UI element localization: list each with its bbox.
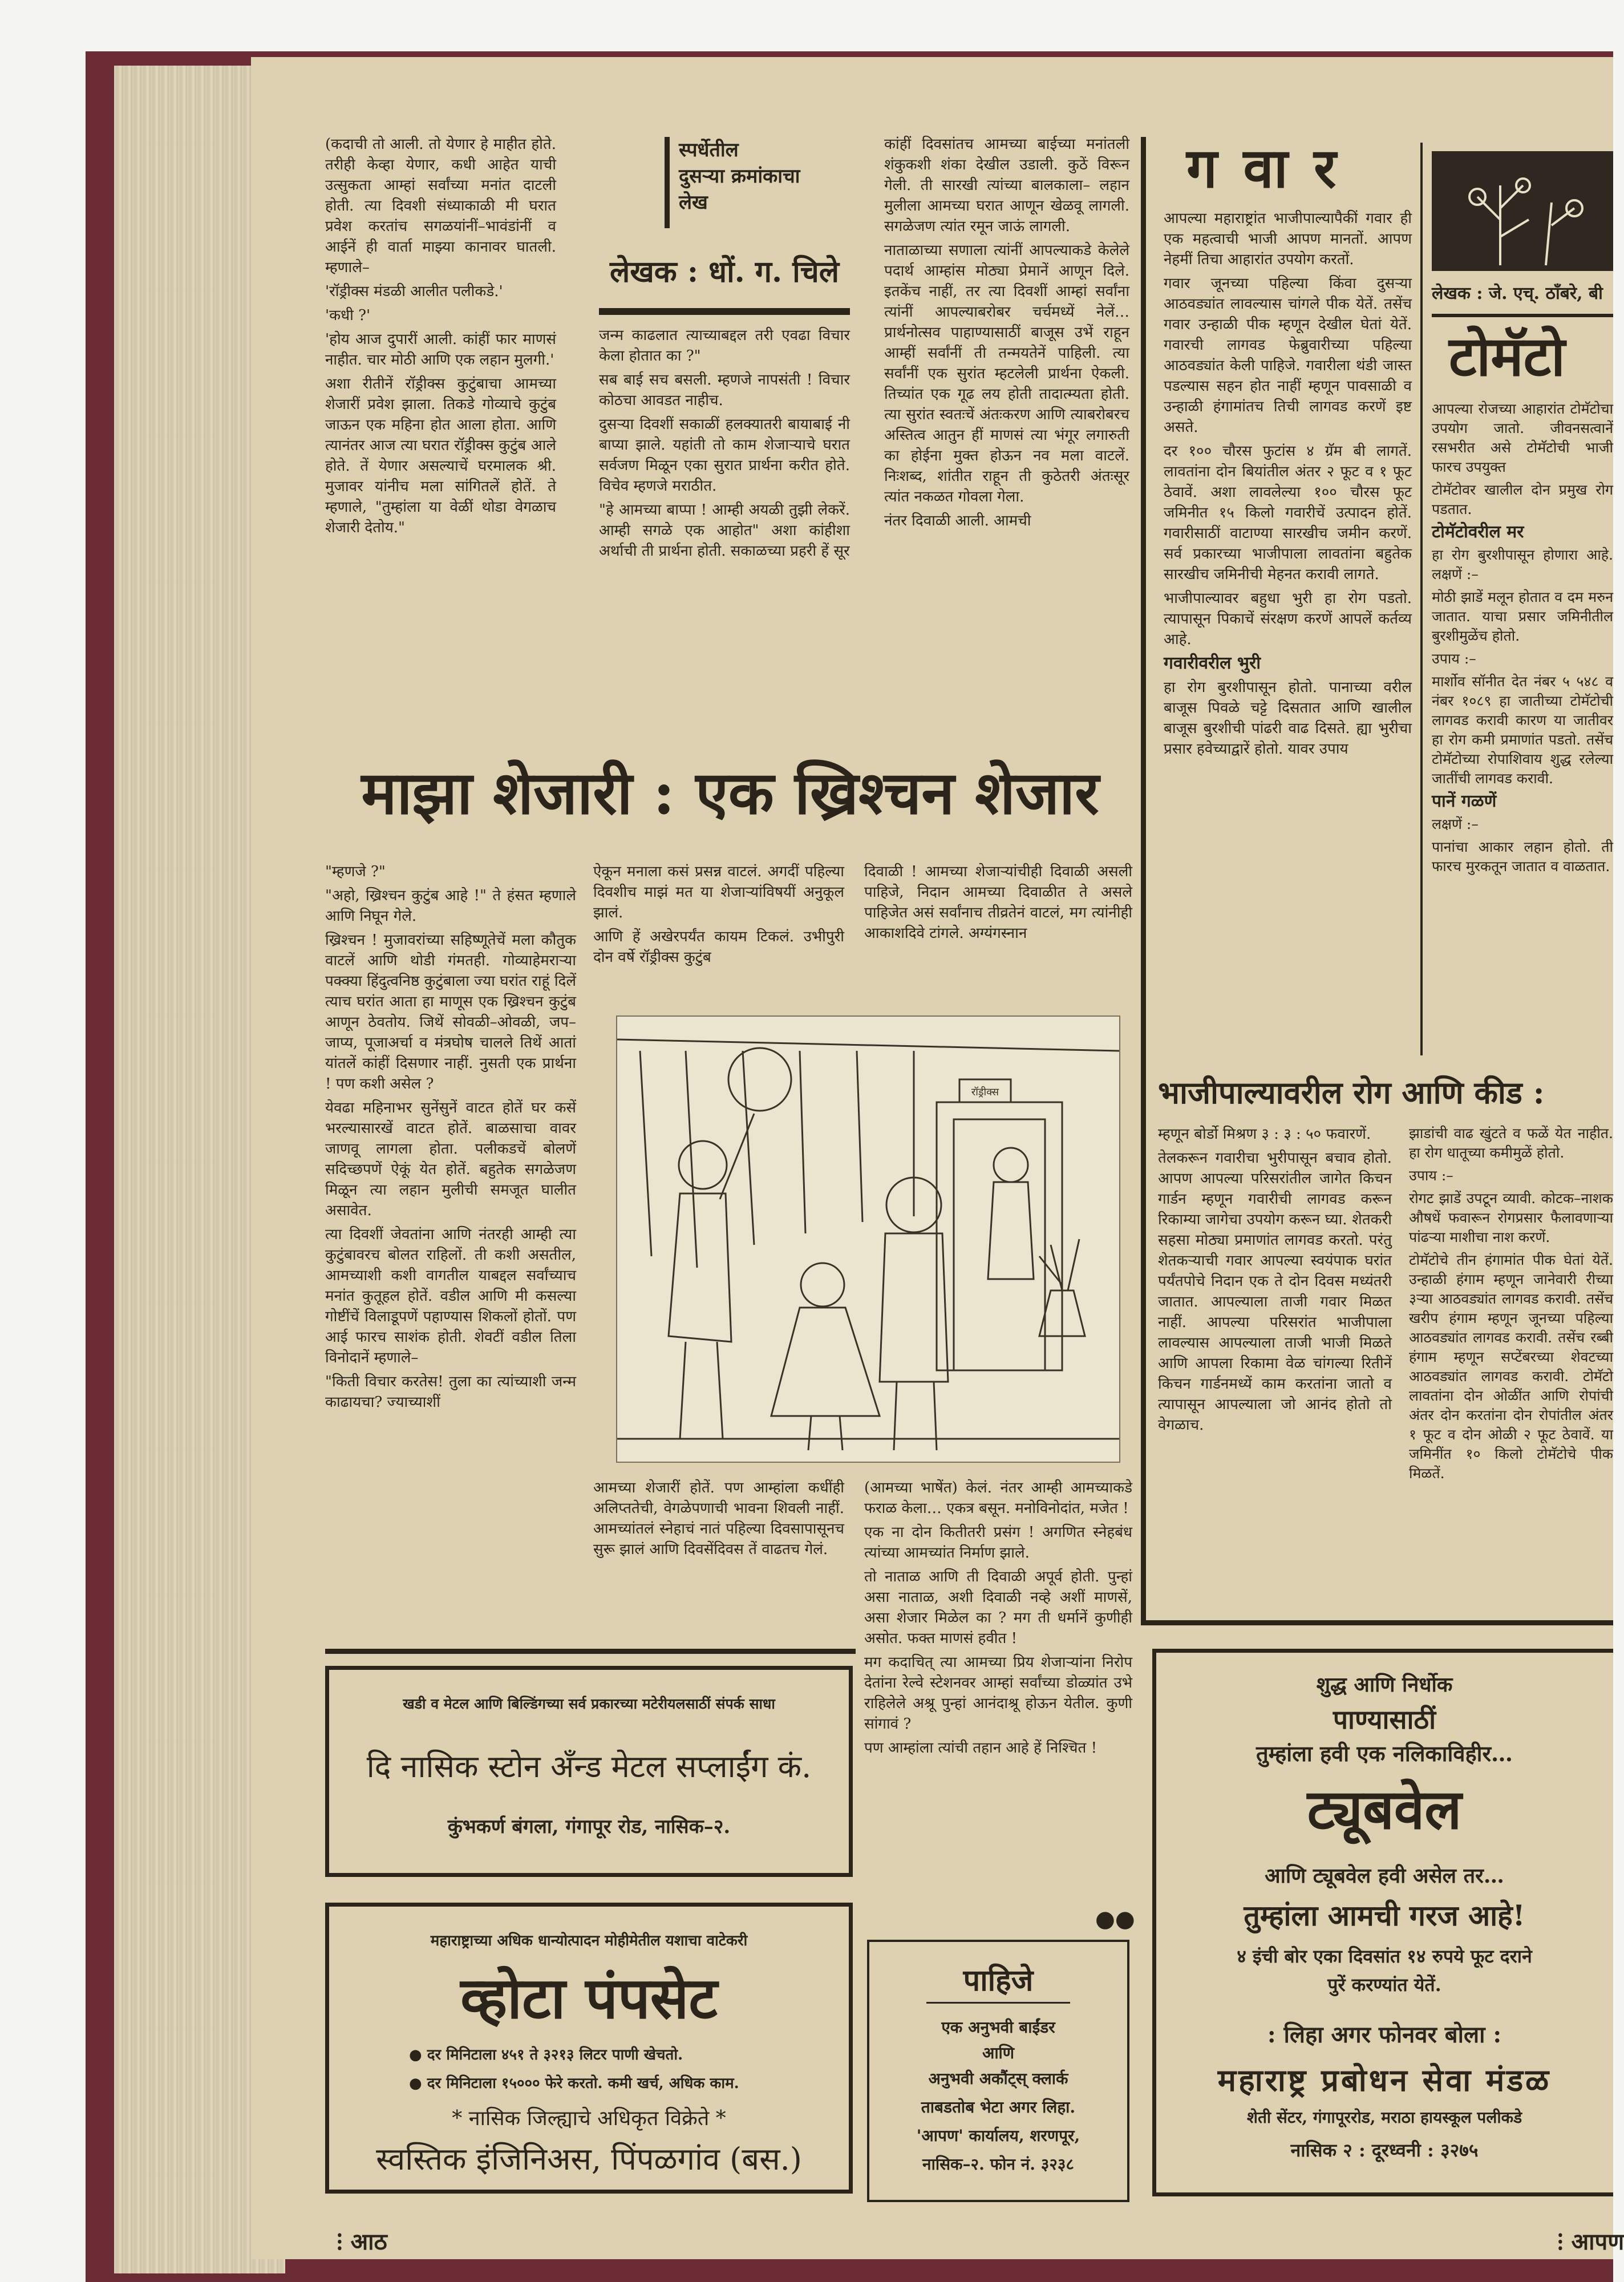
paragraph: आणि हें अखेरपर्यंत कायम टिकलं. उभीपुरी दोन वर्षे रॉड्रीक्स कुटुंब [593, 928, 844, 966]
tomato-column [1432, 399, 1613, 1067]
paragraph: 'रॉड्रीक्स मंडळी आलीत पलीकडे.' [325, 283, 503, 300]
ad-address: कुंभकर्ण बंगला, गंगापूर रोड, नासिक–२. [447, 1815, 731, 1838]
ad-phone: नासिक २ : दूरध्वनी : ३२७५ [1290, 2139, 1479, 2161]
ad-line: आणि [982, 2044, 1015, 2062]
paragraph: (आमच्या भाषेंत) केलं. नंतर आम्ही आमच्याकडे फराळ केला… एकत्र बसून. मनोविनोदांत, मजेत ! [864, 1479, 1132, 1517]
story-column-2-bottom [593, 1478, 844, 1626]
paragraph: कांहीं दिवसांतच आमच्या बाईच्या मनांतली शंकुकशी शंका देखील उडाली. कुठें विरून गेली. ती सारखी त्यांच्या बालकाला– लहान मुलीला आमच्या घरात आणून खेळवू लागली. सगळेजण त्यांत रमून जाऊं लागली. [884, 136, 1129, 235]
paragraph: तेलकरून गवारीचा भुरीपासून बचाव होतो. आपण आपल्या परिसरांतील जागेत किचन गार्डन म्हणून गवारीची लागवड करून रिकाम्या जागेचा उपयोग करून घ्या. शेतकरी सहसा मोठ्या प्रमाणांत लागवड करतो. परंतु शेतकऱ्याची गवार आपल्या स्वयंपाक घरांत पर्यंतपोचे निदान एक ते दोन दिवस मध्यंतरी जातात. आपल्याला ताजी गवार मिळत नाहीं. आपल्या परिसरांत भाजीपाला लावल्यास आपल्याला ताजी भाजी मिळते आणि आपला रिकामा वेळ चांगल्या रितीनें किचन गार्डनमध्यें काम करतांना जातो व त्यापासून आपल्याला जो आनंद होतो तो वेगळाच. [1158, 1150, 1392, 1434]
ad-bullet: ● दर मिनिटाला ४५१ ते ३२१३ लिटर पाणी खेचतो. [409, 2046, 683, 2063]
contest-tag-line: दुसऱ्या क्रमांकाचा [679, 165, 800, 188]
paragraph: जन्म काढलात त्याच्याबद्दल तरी एवढा विचार केला होतात का ?" [599, 327, 850, 365]
contest-tag-line: लेख [679, 191, 708, 214]
article-column-2 [599, 325, 850, 727]
ad-line: 'आपण' कार्यालय, शरणपूर, [916, 2126, 1080, 2145]
ad-rule [926, 2002, 1070, 2004]
ad-line: ४ इंची बोर एका दिवसांत १४ रुपये फूट दराने [1237, 1945, 1532, 1967]
ad-line: पाण्यासाठीं [1333, 1704, 1436, 1735]
paragraph: म्हणून बोर्डो मिश्रण ३ : ३ : ५० फवारणें. [1158, 1126, 1371, 1143]
paragraph: त्या दिवशीं जेवतांना आणि नंतरही आम्ही त्या कुटुंबावरच बोलत राहिलों. ती कशी असतील, आमच्याशी कशी वागतील याबद्दल सर्वांच्याच मनांत कुतूहल होतें. वडील आणि मी कसल्या गोष्टींचें विलाडूपणें पहाण्यास शिकलों होतों. पण आई फारच साशंक होती. शेवटीं वडील तिला विनोदानें म्हणाले– [325, 1226, 576, 1366]
bhaji-title: भाजीपाल्यावरील रोग आणि कीड : [1158, 1074, 1545, 1111]
paragraph: आमच्या शेजारीं होतें. पण आम्हांला कधींही अलिप्ततेची, वेगळेपणाची भावना शिवली नाहीं. आमच्यांतलं स्नेहाचं नातं पहिल्या दिवसापासूनच सुरू झालं आणि दिवसेंदिवस तें वाढतच गेलं. [593, 1479, 844, 1558]
paragraph: पण आम्हांला त्यांची तहान आहे हें निश्चित ! [864, 1739, 1097, 1757]
paragraph: ख्रिश्चन ! मुजावरांच्या सहिष्णूतेचें मला कौतुक वाटलें आणि थोडी गंमतही. गोव्याहेमराऱ्या पक्क्या हिंदुत्वनिष्ठ कुटुंबाला ज्या घरांत राहूं दिलें त्याच घरांत आता हा माणूस एक ख्रिश्चन कुटुंब आणून ठेवतोय. जिथें सोवळी–ओवळी, जप–जाप्य, पूजाअर्चा व मंत्रघोष चालले तिथें आतां यांतलें कांहीं दिसणार नाहीं. नुसती एक प्रार्थना ! पण कशी असेल ? [325, 932, 576, 1093]
author-rule [599, 308, 850, 315]
ad-company-name: दि नासिक स्टोन अँन्ड मेटल सप्लाईंग कं. [366, 1749, 812, 1785]
paragraph: आपल्या महाराष्ट्रांत भाजीपाल्यापैकीं गवार ही एक महत्वाची भाजी आपण मानतों. आपण नेहमीं तिचा आहारांत उपयोग करतों. [1164, 210, 1412, 268]
paragraph: दर १०० चौरस फुटांस ४ ग्रॅम बी लागतें. लावतांना दोन बियांतील अंतर २ फूट व १ फूट ठेवावें. अशा लावलेल्या १०० चौरस फूट जमिनीत १५ किलो गवारीचें उत्पादन होतें. गवारीसाठीं वाटाण्या सारखीच जमीन करणें. सर्व प्रकारच्या भाजीपाला लावतांना बहुतेक सारखीच जमिनीची मेहनत करावी लागते. [1164, 443, 1412, 583]
column-divider [1141, 137, 1146, 1620]
ad-pumpset [325, 1903, 853, 2194]
paragraph: येवढा महिनाभर सुनेंसुनें वाटत होतें घर कसें भरल्यासारखें वाटत होतें. बाळसाचा वावर जाणवू लागला होता. पलीकडचें बोलणें सदिच्छपणें ऐकूं येत होतें. बहुतेक सगळेजण मिळून त्या लहान मुलीची समजूत घालीत असावेत. [325, 1099, 576, 1219]
ad-line: पुरें करण्यांत येतें. [1327, 1974, 1441, 1996]
ad-line: एक अनुभवी बाईंडर [941, 2018, 1055, 2037]
story-column-3-bottom [864, 1478, 1132, 1923]
paragraph: उपाय :– [1432, 650, 1476, 667]
tomato-header-image [1432, 151, 1613, 271]
newspaper-page [251, 57, 1624, 2259]
subheading: पानें गळणें [1432, 791, 1497, 811]
illustration-drawing [617, 1017, 1119, 1462]
paragraph: गवार जूनच्या पहिल्या किंवा दुसऱ्या आठवड्यांत लावल्यास चांगले पीक येतें. तसेंच गवार उन्हाळी पीक म्हणून देखील घेतां येतें. गवारची लागवड फेब्रुवारीच्या पहिल्या आठवड्यांत केली पाहिजे. गवारीला थंडी जास्त पडल्यास सहन होत नाहीं म्हणून पावसाळी व उन्हाळी हंगामांतच तिची लागवड करणें इष्ट असते. [1164, 275, 1412, 436]
paragraph: सब बाई सच बसली. म्हणजे नापसंती ! विचार कोठचा आवडत नाहीच. [599, 371, 850, 409]
ad-line: ताबडतोब भेटा अगर लिहा. [921, 2098, 1076, 2117]
contest-tag-line: स्पर्धेतील [679, 139, 739, 161]
paragraph: 'कधी ?' [325, 307, 371, 324]
story-column-2-top [593, 861, 844, 1010]
end-mark: ●● [1095, 1905, 1135, 1932]
ad-line: आणि ट्यूबवेल हवी असेल तर… [1265, 1864, 1504, 1888]
column-divider [1420, 143, 1423, 1055]
paragraph: नाताळाच्या सणाला त्यांनीं आपल्याकडे केलेले पदार्थ आम्हांस मोठ्या प्रेमानें आणून दिले. इतकेंच नाहीं, तर त्या दिवशीं आम्हां सर्वांना त्यांनीं आपल्याबरोबर चर्चमध्यें नेलें… प्रार्थनोत्सव पाहाण्यासाठीं बाजूस उभें राहून आम्हीं सर्वांनीं ती तन्मयतेनें पाहिली. त्या सर्वांनीं एक सुरांत म्हटलेली प्रार्थना ऐकली. तिच्यांत एक गूढ लय होती तादात्म्यता होती. त्या सुरांत स्वतःचें अंतःकरण आणि त्याबरोबरच अस्तित्व आतुन हीं माणसं त्या भंगूर लगारुती का होईना मुक्त होऊन नव मला वाटलें. निःशब्द, शांतीत राहून ती कुठेतरी अंतःसूर त्यांत नकळत गोवला गेला. [884, 242, 1129, 505]
ad-bullet: ● दर मिनिटाला १५००० फेरे करतो. कमी खर्च, अधिक काम. [409, 2075, 739, 2092]
ad-dealer-company: स्वस्तिक इंजिनिअस, पिंपळगांव (बस.) [376, 2141, 802, 2177]
paragraph: 'होय आज दुपारीं आली. कांहीं फार माणसं नाहीत. चार मोठी आणि एक लहान मुलगी.' [325, 331, 556, 369]
paragraph: दुसऱ्या दिवशीं सकाळीं हलक्यातरी बायाबाई नी बाप्या झाले. यहांती तो काम शेजाऱ्याचे घरात सर्वजण मिळून एका सुरात प्रार्थना करीत होते. विचेव म्हणजे मराठीत. [599, 416, 850, 495]
door-sign-text: रॉड्रीक्स [971, 1086, 999, 1098]
paragraph: उपाय :– [1409, 1167, 1453, 1184]
paragraph: हा रोग बुरशीपासून होतो. पानाच्या वरील बाजूस पिवळे चट्टे दिसतात आणि खालील बाजूस बुरशीची पांढरी वाढ दिसते. ह्या भुरीचा प्रसार हवेच्याद्वारें होतो. यावर उपाय [1164, 679, 1412, 758]
tomato-author: लेखक : जे. एच्. ठॉंबरे, बी [1432, 284, 1603, 304]
subheading: टोमॅटोवरील मर [1432, 522, 1524, 542]
ad-line: नासिक–२. फोन नं. ३२३८ [922, 2155, 1074, 2174]
gavar-title: ग वा र [1186, 136, 1340, 200]
paragraph: "हे आमच्या बाप्पा ! आम्ही अयळी तुझी लेकरें. आम्ही सगळे एक आहोत" अशा कांहीशा अर्थाची ती प्रार्थना होती. सकाळच्या प्रहरी हें सूर [599, 501, 850, 560]
paragraph: "अहो, ख्रिश्चन कुटुंब आहे !" ते हंसत म्हणाले आणि निघून गेले. [325, 887, 576, 925]
paragraph: तो नाताळ आणि ती दिवाळी अपूर्व होती. पुन्हां असा नाताळ, अशी दिवाळी नव्हे अशीं माणसें, असा शेजार मिळेल का ? मग ती धर्मानें कुणीही असोत. फक्त माणसं हवीत ! [864, 1568, 1132, 1647]
paragraph: रोगट झाडें उपटून व्यावी. कोटक–नाशक औषधें फवारून रोगप्रसार फैलावणाऱ्या पांढऱ्या माशीचा नाश करणें. [1409, 1190, 1613, 1245]
ad-stone-metal [325, 1666, 853, 1877]
paragraph: भाजीपाल्यावर बहुधा भुरी हा रोग पडतो. त्यापासून पिकाचें संरक्षण करणें आपलें कर्तव्य आहे. [1164, 590, 1412, 648]
section-rule [1141, 1620, 1613, 1625]
paragraph: आपल्या रोजच्या आहारांत टोमॅटोचा उपयोग जातो. जीवनसत्वानें रसभरीत असे टोमॅटोची भाजी फारच उपयुक्त [1432, 400, 1613, 475]
ad-product-title: ट्यूबवेल [1307, 1777, 1462, 1842]
paragraph: एक ना दोन कितीतरी प्रसंग ! अगणित स्नेहबंध त्यांच्या आमच्यांत निर्माण झाले. [864, 1524, 1132, 1561]
subheading: गवारीवरील भुरी [1164, 653, 1261, 673]
plant-icon [1432, 151, 1613, 271]
paragraph: "म्हणजे ?" [325, 863, 386, 880]
main-headline: माझा शेजारी : एक ख्रिश्चन शेजार [361, 758, 1099, 828]
paragraph: पानांचा आकार लहान होतो. ती फारच मुरकतून जातात व वाळतात. [1432, 839, 1613, 875]
ad-wanted-title: पाहिजे [963, 1963, 1034, 1998]
tomato-title: टोमॅटो [1449, 324, 1565, 389]
ad-line: तुम्हांला हवी एक नलिकाविहीर… [1256, 1741, 1513, 1766]
ad-dealer: * नासिक जिल्ह्याचे अधिकृत विक्रेते * [452, 2107, 726, 2130]
article-author: लेखक : धों. ग. चिले [609, 254, 839, 289]
paragraph: टोमॅटोचे तीन हंगामांत पीक घेतां येतें. उन्हाळी हंगाम म्हणून जानेवारी रीच्या ३ऱ्या आठवड्यांत लागवड करावी. तसेंच खरीप हंगाम म्हणून जूनच्या पहिल्या आठवड्यांत लागवड करावी. तसेंच रब्बी हंगाम म्हणून सप्टेंबरच्या शेवटच्या आठवड्यांत लागवड करावी. टोमॅटो लावतांना दोन ओळींत आणि रोपांची अंतर दोन करतांना दोन रोपांतील अंतर १ फूट व दोन ओळी २ फूट ठेवावें. या जमिनींत १० किलो टोमॅटोचे पीक मिळतें. [1409, 1252, 1613, 1482]
ad-address: शेती सेंटर, गंगापूररोड, मराठा हायस्कूल पलीकडे [1246, 2108, 1522, 2127]
paragraph: नंतर दिवाळी आली. आमची [884, 512, 1031, 529]
ad-tubewell [1152, 1649, 1613, 2196]
gavar-column [1164, 208, 1412, 1035]
ad-line: अनुभवी अकौंट्स् क्लार्क [928, 2069, 1068, 2088]
paragraph: "किती विचार करतेस! तुला का त्यांच्याशी जन्म काढायचा? ज्याच्याशीं [325, 1373, 576, 1411]
paragraph: मार्शोव सॉनीत देत नंबर ५ ५४८ व नंबर १०८९ हा जातीच्या टोमॅटोची लागवड करावी कारण या जातीवर हा रोग कमी प्रमाणांत पडतो. तसेंच टोमॅटोच्या रोपाशिवाय शुद्ध रलेल्या जातींची लागवड करावी. [1432, 673, 1613, 787]
paragraph: हा रोग बुरशीपासून होणारा आहे. लक्षणें :– [1432, 547, 1613, 582]
paragraph: मग कदाचित् त्या आमच्या प्रिय शेजाऱ्यांना निरोप देतांना रेल्वे स्टेशनवर आम्हां सर्वांच्या डोळ्यांत उभे राहिलेले अश्रू पुन्हां आनंदाश्रू होऊन येतील. कुणी सांगावं ? [864, 1654, 1132, 1733]
article-column-3 [884, 134, 1129, 727]
paragraph: दिवाळी ! आमच्या शेजाऱ्यांचीही दिवाळी असली पाहिजे, निदान आमच्या दिवाळीत ते असले पाहिजेत असं सर्वांनाच तीव्रतेनं वाटलं, मग त्यांनीही आकाशदिवे टांगले. अग्यंगस्नान [864, 863, 1132, 942]
page-number: ⁝ आठ [337, 2228, 387, 2255]
bhaji-column-2 [1409, 1124, 1613, 1615]
paragraph: ऐकून मनाला कसं प्रसन्न वाटलं. अगदीं पहिल्या दिवशीच माझं मत या शेजाऱ्यांविषयीं अनुकूल झालं. [593, 863, 844, 921]
paragraph: मोठी झाडें मलून होतात व दम मरुन जातात. याचा प्रसार जमिनीतील बुरशीमुळेंच होतो. [1432, 589, 1613, 644]
ad-line: तुम्हांला आमची गरज आहे! [1244, 1899, 1525, 1932]
ad-line: महाराष्ट्राच्या अधिक धान्योत्पादन मोहीमेतील यशाचा वाटेकरी [430, 1932, 748, 1949]
paragraph: झाडांची वाढ खुंटते व फळें येत नाहीत. हा रोग धातूच्या कमीमुळें होतो. [1409, 1125, 1613, 1161]
ad-product-title: व्होटा पंपसेट [460, 1964, 718, 2032]
story-column-1 [325, 861, 576, 1626]
ad-line: : लिहा अगर फोनवर बोला : [1267, 2021, 1502, 2048]
story-illustration [616, 1015, 1120, 1463]
paragraph: अशा रीतीनें रॉड्रीक्स कुटुंबाचा आमच्या शेजारीं प्रवेश झाला. तिकडे गोव्याचे कुटुंब जाऊन एक महिना होत आला होता. आणि त्यानंतर आज त्या घरात रॉड्रीक्स कुटुंब आले होते. तें येणार असल्याचें घरमालक श्री. मुजावर यांनीच मला सांगितलें होतें. ते म्हणाले, "तुम्हांला या वेळीं थोडा वेगळाच शेजारी देतोय." [325, 375, 556, 536]
ad-org-name: महाराष्ट्र प्रबोधन सेवा मंडळ [1217, 2062, 1552, 2098]
story-column-3-top [864, 861, 1132, 1010]
ad-line: खडी व मेटल आणि बिल्डिंगच्या सर्व प्रकारच्या मटेरीयलसाठीं संपर्क साधा [403, 1696, 775, 1712]
paragraph: (कदाची तो आली. तो येणार हे माहीत होते. तरीही केव्हा येणार, कधी आहेत याची उत्सुकता आम्हां सर्वांच्या मनांत दाटली होती. त्या दिवशी संध्याकाळी मी घरात प्रवेश करतांच सगळयांनीं–भावंडांनीं व आईनें ही वार्ता माझ्या कानावर घातली. म्हणाले– [325, 136, 556, 276]
footer-publication: ⁝ आपण [1557, 2228, 1624, 2255]
contest-tag [665, 137, 850, 228]
paragraph: टोमॅटोवर खालील दोन प्रमुख रोग पडतात. [1432, 482, 1613, 517]
bhaji-column-1 [1158, 1124, 1392, 1615]
article-column-1 [325, 134, 556, 727]
ad-wanted [867, 1940, 1129, 2202]
ad-line: शुद्ध आणि निर्धोक [1316, 1673, 1453, 1697]
section-rule [325, 1649, 856, 1654]
paragraph: लक्षणें :– [1432, 816, 1479, 832]
tomato-rule [1432, 314, 1613, 317]
